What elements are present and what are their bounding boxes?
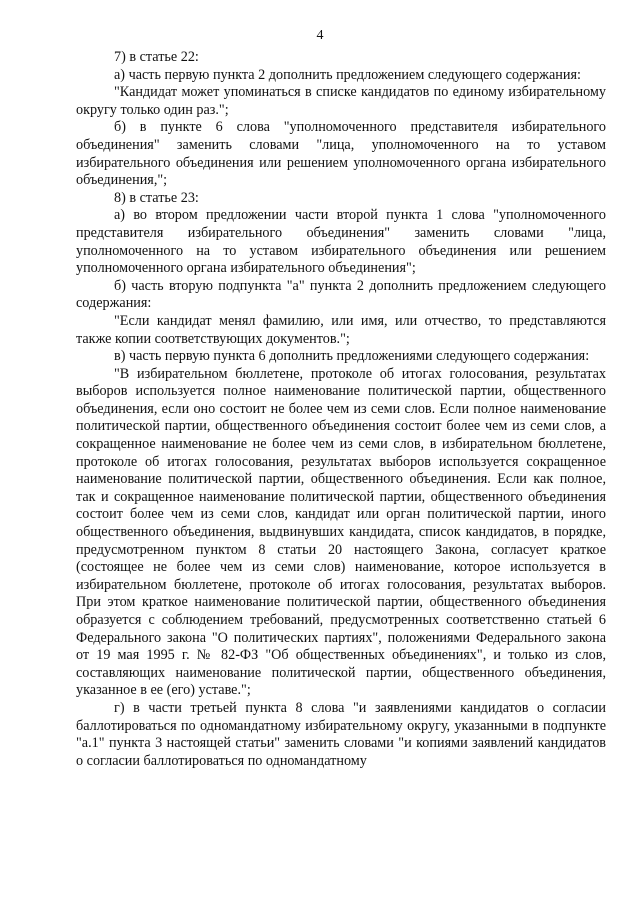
document-body <box>76 49 606 770</box>
paragraph-23-g: г) в части третьей пункта 8 слова "и заявлениями кандидатов о согласии баллотироваться по одномандатному избирательному округу, указанными в подпункте "а.1" пункта 3 настоящей статьи" заменить словами "и копиями заявлений кандидатов о согласии баллотироваться по одномандатному <box>76 699 606 769</box>
paragraph-23-b-quote: "Если кандидат менял фамилию, или имя, или отчество, то представляются также копии соответствующих документов."; <box>76 312 606 347</box>
page-number: 4 <box>316 28 324 43</box>
paragraph-22-a-quote: "Кандидат может упоминаться в списке кандидатов по единому избирательному округу только один раз."; <box>76 84 606 118</box>
paragraph-23-v: в) часть первую пункта 6 дополнить предложениями следующего содержания: <box>114 348 590 365</box>
paragraph-23-a: а) во втором предложении части второй пункта 1 слова "уполномоченного представителя избирательного объединения" заменить словами "лица, уполномоченного на то уставом избирательного объединения или решением уполномоченного органа избирательного объединения"; <box>76 207 606 277</box>
paragraph-article-23-heading: 8) в статье 23: <box>114 189 199 206</box>
paragraph-22-a: а) часть первую пункта 2 дополнить предложением следующего содержания: <box>114 66 581 83</box>
paragraph-article-22-heading: 7) в статье 22: <box>114 49 199 65</box>
paragraph-22-b: б) в пункте 6 слова "уполномоченного представителя избирательного объединения" заменить словами "лица, уполномоченного на то уставом избирательного объединения или решением уполномоченного органа избирательного объединения,"; <box>76 119 606 189</box>
paragraph-23-v-quote: "В избирательном бюллетене, протоколе об итогах голосования, результатах выборов используется полное наименование политической партии, общественного объединения, если оно состоит не более чем из семи слов. Если полное наименование политической партии, общественного объединения состоит более чем из семи слов, а сокращенное наименование не более чем из семи слов, в избирательном бюллетене, протоколе об итогах голосования, результатах выборов используется сокращенное наименование политической партии, общественного объединения. Если как полное, так и сокращенное наименование политической партии, общественного объединения состоит более чем из семи слов, кандидат или орган политической партии, иного общественного объединения, выдвинувших кандидата, список кандидатов, в порядке, предусмотренном пунктом 8 статьи 20 настоящего Закона, согласует краткое (состоящее не более чем из семи слов) наименование, которое используется в избирательном бюллетене, протоколе об итогах голосования, результатах выборов. При этом краткое наименование политической партии, общественного объединения образуется с соблюдением требований, предусмотренных соответственно статьей 6 Федерального закона "О политических партиях", положениями Федерального закона от 19 мая 1995 г. № 82-ФЗ "Об общественных объединениях", и только из слов, составляющих наименование политической партии, общественного объединения, указанное в ее (его) уставе."; <box>76 365 606 699</box>
paragraph-23-b: б) часть вторую подпункта "а" пункта 2 дополнить предложением следующего содержания: <box>76 277 606 312</box>
